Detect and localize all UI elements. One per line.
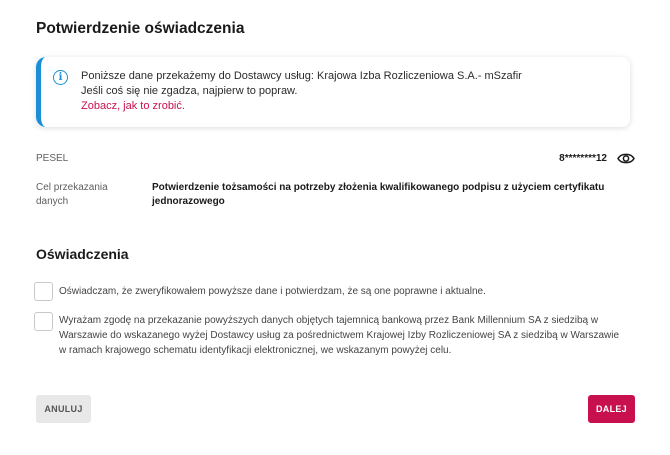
declaration-checkbox-1[interactable] (34, 282, 53, 301)
page-title: Potwierdzenie oświadczenia (36, 20, 245, 37)
info-text (81, 69, 522, 114)
cancel-button[interactable]: ANULUJ (36, 395, 91, 423)
purpose-label: Cel przekazania danych (36, 182, 108, 207)
pesel-value: 8********12 (559, 153, 607, 164)
pesel-label: PESEL (36, 153, 69, 164)
next-button[interactable]: DALEJ (588, 395, 635, 423)
eye-icon[interactable] (617, 152, 635, 165)
declaration-text-2: Wyrażam zgodę na przekazanie powyższych danych objętych tajemnicą bankową przez Bank Millennium SA z siedzibą w Warszawie do wskazanego wyżej Dostawcy usług za pośrednictwem Krajowej Izby Rozliczeniowej SA z siedzibą w Warszawie w ramach krajowego schematu identyfikacji elektronicznej, we wskazanym powyżej celu. (59, 315, 620, 356)
declaration-checkbox-2[interactable] (34, 312, 53, 331)
declaration-text-1: Oświadczam, że zweryfikowałem powyższe dane i potwierdzam, że są one poprawne i aktualne. (59, 286, 486, 297)
info-line-2: Jeśli coś się nie zgadza, najpierw to popraw. (81, 85, 298, 97)
info-line-1: Poniższe dane przekażemy do Dostawcy usług: Krajowa Izba Rozliczeniowa S.A.- mSzafir (81, 70, 522, 82)
info-notice (36, 57, 630, 127)
info-icon: i (53, 70, 68, 85)
info-accent-bar (36, 57, 62, 127)
how-to-fix-link[interactable]: Zobacz, jak to zrobić. (81, 100, 185, 112)
purpose-value: Potwierdzenie tożsamości na potrzeby złożenia kwalifikowanego podpisu z użyciem certyfikatu jednorazowego (152, 182, 605, 207)
declarations-title: Oświadczenia (36, 246, 129, 262)
